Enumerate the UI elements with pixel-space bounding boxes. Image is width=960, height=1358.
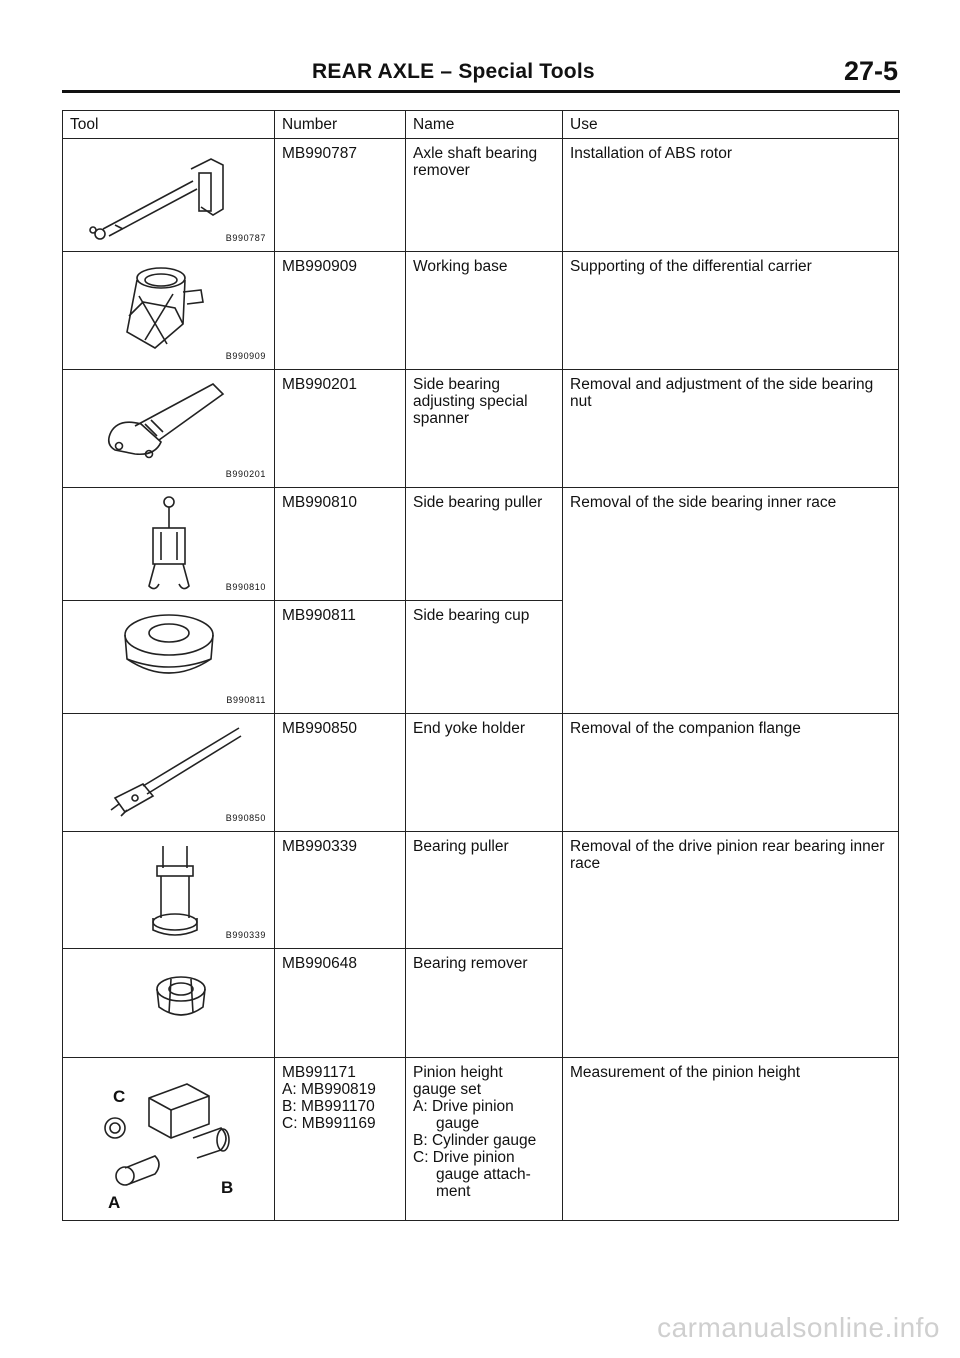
tool-number: MB990648 bbox=[275, 949, 406, 1058]
tool-code: B990787 bbox=[225, 233, 266, 243]
tool-code: B990909 bbox=[225, 351, 266, 361]
tool-number: MB991171 A: MB990819 B: MB991170 C: MB991169 bbox=[275, 1058, 406, 1221]
watermark: carmanualsonline.info bbox=[657, 1312, 940, 1343]
tool-number: MB990810 bbox=[275, 488, 406, 601]
column-header-number: Number bbox=[275, 111, 406, 139]
table-row bbox=[63, 370, 899, 488]
page-number: 27-5 bbox=[843, 56, 898, 86]
tool-number: MB990339 bbox=[275, 832, 406, 949]
tool-name: Pinion height gauge set A: Drive pinion gauge B: Cylinder gauge C: Drive pinion gauge attach- ment bbox=[406, 1058, 563, 1221]
tool-number: MB990811 bbox=[275, 601, 406, 714]
part-label-b: B bbox=[221, 1178, 234, 1197]
tool-image-cell bbox=[63, 488, 275, 601]
tool-image-cell bbox=[63, 714, 275, 832]
tool-use: Removal of the companion flange bbox=[563, 714, 899, 832]
tool-name: End yoke holder bbox=[406, 714, 563, 832]
tool-image-cell bbox=[63, 949, 275, 1058]
table-row bbox=[63, 139, 899, 252]
pinion-height-gauge-set-icon bbox=[63, 1058, 273, 1221]
part-label-a: A bbox=[108, 1193, 121, 1212]
tool-name: Side bearing cup bbox=[406, 601, 563, 714]
table-row bbox=[63, 488, 899, 601]
special-tools-table bbox=[62, 110, 899, 1221]
tool-image-cell bbox=[63, 252, 275, 370]
tool-name: Bearing remover bbox=[406, 949, 563, 1058]
tool-use: Removal of the side bearing inner race bbox=[563, 488, 899, 714]
tool-use: Supporting of the differential carrier bbox=[563, 252, 899, 370]
tool-number: MB990909 bbox=[275, 252, 406, 370]
tool-use: Measurement of the pinion height bbox=[563, 1058, 899, 1221]
bearing-remover-icon bbox=[63, 949, 273, 1058]
column-header-tool: Tool bbox=[63, 111, 275, 139]
tool-number: MB990201 bbox=[275, 370, 406, 488]
tool-code: B990850 bbox=[225, 813, 266, 823]
part-label-c: C bbox=[113, 1087, 126, 1106]
tool-use: Installation of ABS rotor bbox=[563, 139, 899, 252]
tool-image-cell bbox=[63, 1058, 275, 1221]
column-header-name: Name bbox=[406, 111, 563, 139]
tool-code: B990811 bbox=[226, 695, 266, 705]
tool-number: MB990850 bbox=[275, 714, 406, 832]
tool-image-cell bbox=[63, 139, 275, 252]
page-header bbox=[62, 56, 900, 93]
tool-name: Working base bbox=[406, 252, 563, 370]
table-row bbox=[63, 832, 899, 949]
tool-code: B990201 bbox=[225, 469, 266, 479]
page-title: REAR AXLE – Special Tools bbox=[312, 60, 595, 83]
tool-name: Axle shaft bearing remover bbox=[406, 139, 563, 252]
tool-image-cell bbox=[63, 601, 275, 714]
tool-code: B990339 bbox=[225, 930, 266, 940]
tool-name: Side bearing adjusting special spanner bbox=[406, 370, 563, 488]
table-row bbox=[63, 252, 899, 370]
column-header-use: Use bbox=[563, 111, 899, 139]
tool-number: MB990787 bbox=[275, 139, 406, 252]
table-header-row bbox=[63, 111, 899, 139]
tool-image-cell bbox=[63, 832, 275, 949]
tool-name: Side bearing puller bbox=[406, 488, 563, 601]
table-row bbox=[63, 714, 899, 832]
tool-use: Removal and adjustment of the side bearing nut bbox=[563, 370, 899, 488]
tool-use: Removal of the drive pinion rear bearing inner race bbox=[563, 832, 899, 1058]
tool-image-cell bbox=[63, 370, 275, 488]
tool-code: B990810 bbox=[225, 582, 266, 592]
tool-name: Bearing puller bbox=[406, 832, 563, 949]
table-row bbox=[63, 1058, 899, 1221]
